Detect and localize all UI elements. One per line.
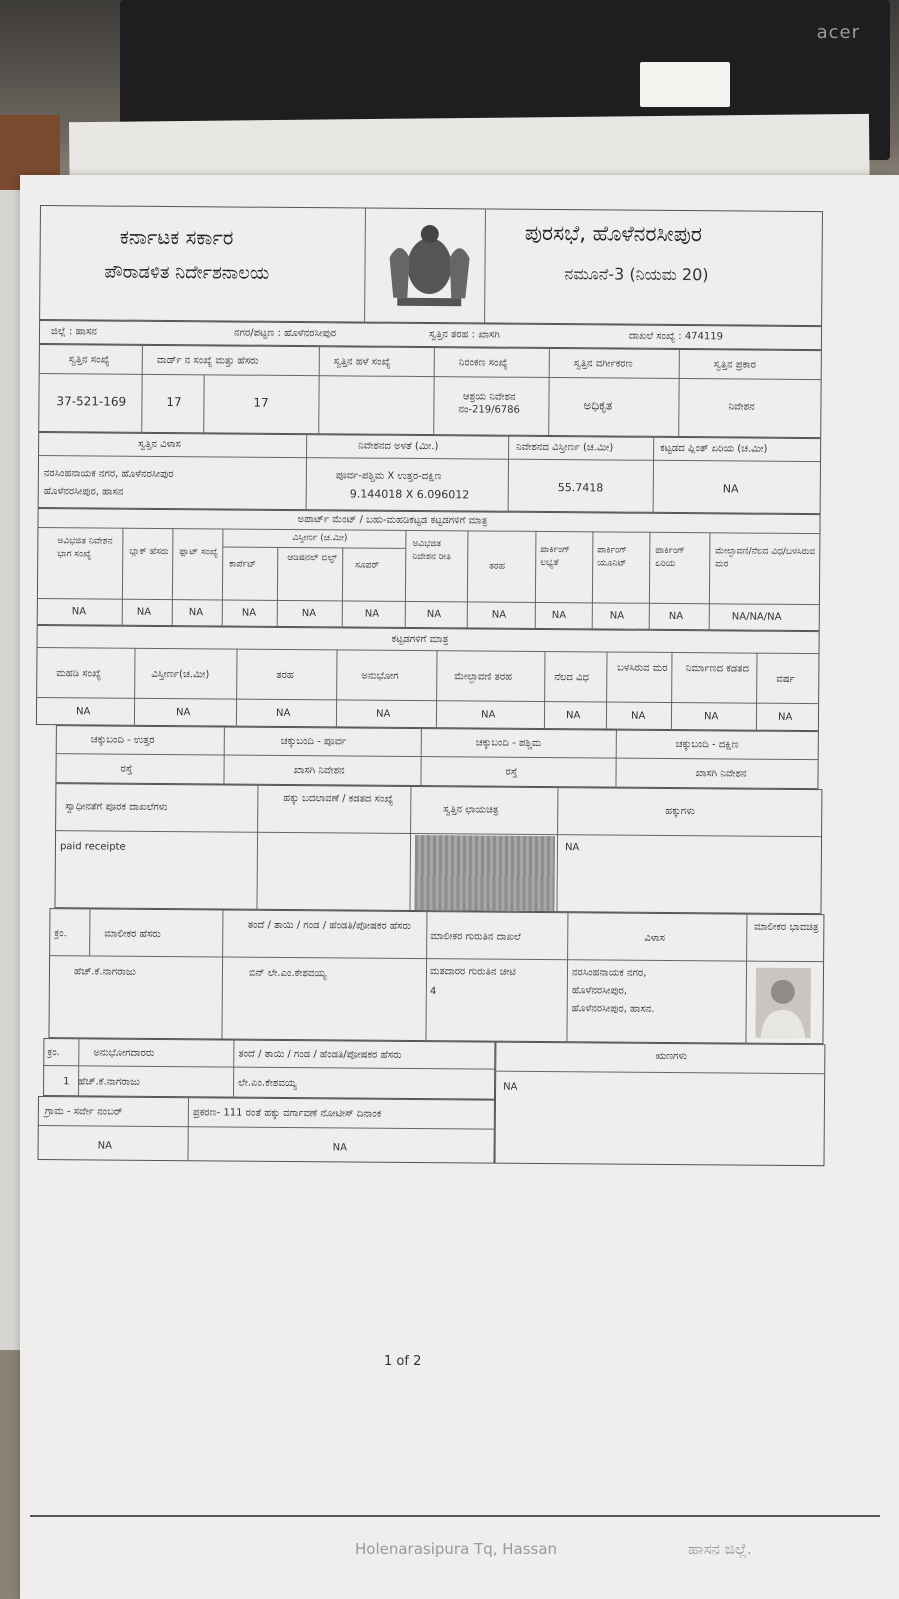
measure-values: 9.144018 X 6.096012 [349,487,470,502]
property-type-label: ಸ್ವತ್ತಿನ ತರಹ : ಖಾಸಗಿ [428,329,500,341]
col-supporting-docs: ಸ್ವಾಧೀನತೆಗೆ ಪೂರಕ ದಾಖಲೆಗಳು [65,801,168,814]
col-usage: ಅನುಭೋಗ [361,670,399,682]
col-undivided-type: ಅವಿಭಜಿತ ನಿವೇಶನ ರೀತಿ [412,538,451,563]
bld-value-5: NA [480,709,496,721]
col-additional-built: ಆಡಿಷನಲ್ ಬಿಲ್ಟ್ [287,552,338,564]
bld-value-3: NA [275,707,291,719]
property-id-table [38,344,822,438]
bld-value-7: NA [630,710,646,722]
rights-value: NA [564,842,580,854]
supporting-docs-value: paid receipte [59,841,126,853]
col-year: ವರ್ಷ [776,673,795,685]
col-plinth-area: ಕಟ್ಟಡದ ಪ್ಲಿಂತ್ ಏರಿಯ (ಚ.ಮೀ) [660,442,768,455]
col-roof-floor-wood: ಮೇಲ್ಛಾವಣಿ/ನೆಲದ ವಿಧ/ಬಳಸಿರುವ ಮರ [715,546,816,570]
apt-value-4: NA [241,607,257,619]
owner-photo [755,968,811,1038]
boundary-west-value: ರಸ್ತೆ [505,766,518,778]
col-property-kind: ಸ್ವತ್ತಿನ ಪ್ರಕಾರ [713,359,756,371]
boundary-south-label: ಚಕ್ಕುಬಂದಿ - ದಕ್ಷಿಣ [675,739,739,751]
town-label: ನಗರ/ಪಟ್ಟಣ : ಹೊಳೆನರಸೀಪುರ [233,327,337,340]
property-kind-value: ನಿವೇಶನ [728,401,755,413]
boundary-west-label: ಚಕ್ಕುಬಂದಿ - ಪಶ್ಚಿಮ [475,737,542,749]
col-parking-area: ಪಾರ್ಕಿಂಗ್ ಏರಿಯ [655,545,685,570]
ward-number: 17 [166,394,182,410]
col-site-measure: ನಿವೇಶನದ ಅಳತೆ (ಮೀ.) [358,440,439,453]
occ-col-name: ಅನುಭೋಗದಾರರು [93,1047,155,1059]
property-photo [414,835,555,911]
col-rights-change-file: ಹಕ್ಕು ಬದಲಾವಣೆ / ಕಡತದ ಸಂಖ್ಯೆ [283,792,394,805]
apt-value-8: NA [491,609,507,621]
footer-line [30,1515,880,1517]
address-line-1: ನರಸಿಂಹನಾಯಕ ನಗರ, ಹೊಳೆನರಸೀಪುರ [43,468,174,481]
record-number: ದಾಖಲೆ ಸಂಖ್ಯೆ : 474119 [628,330,724,343]
col-owner-address: ವಿಳಾಸ [644,932,666,944]
apt-value-2: NA [136,606,152,618]
page-number: 1 of 2 [384,1354,422,1369]
occupant-relation: ಲೇ.ಎಂ.ಕೇಶವಯ್ಯ [238,1077,297,1090]
col-parking-unit: ಪಾರ್ಕಿಂಗ್ ಯೂನಿಟ್ [597,545,627,569]
col-area-group: ವಿಸ್ತೀರ್ಣ (ಚ.ಮೀ) [292,532,348,544]
col-construction-file: ನಿರ್ಮಾಣದ ಕಡತದ [685,663,749,675]
ward-name: 17 [253,395,269,410]
col-owner-id: ಮಾಲೀಕರ ಗುರುತಿನ ದಾಖಲೆ [430,931,521,943]
col-owner-relation: ತಂದೆ / ತಾಯಿ / ಗಂಡ / ಹೆಂಡತಿ/ಪೋಷಕರ ಹೆಸರು [247,919,412,932]
notice-date-value: NA [332,1142,347,1154]
col-wood-used: ಬಳಸಿರುವ ಮರ [617,662,668,674]
occupant-serial: 1 [63,1076,70,1088]
apt-value-7: NA [426,609,442,621]
col-classification: ಸ್ವತ್ತಿನ ವರ್ಗೀಕರಣ [573,358,633,370]
owner-id-number: 4 [429,986,437,998]
col-apartment-type: ತರಹ [489,561,505,572]
col-nirankana-no: ನಿರಂಕಣ ಸಂಖ್ಯೆ [458,357,508,369]
col-block-name: ಬ್ಲಾಕ್ ಹೆಸರು [129,546,169,558]
footer-district: ಹಾಸನ ಜಿಲ್ಲೆ. [688,1540,752,1558]
col-flat-no: ಫ್ಲಾಟ್ ಸಂಖ್ಯೆ [179,547,218,558]
col-property-photo: ಸ್ವತ್ತಿನ ಛಾಯಚಿತ್ರ [443,804,499,816]
col-carpet: ಕಾರ್ಪೆಟ್ [229,559,257,570]
col-rights: ಹಕ್ಕುಗಳು [665,805,695,818]
measure-directions: ಪೂರ್ವ-ಪಶ್ಚಿಮ X ಉತ್ತರ-ದಕ್ಷಿಣ [335,470,442,483]
boundary-north-value: ರಸ್ತೆ [120,763,133,775]
col-serial: ಕ್ರಂ. [54,928,67,940]
liabilities-value: NA [503,1081,518,1093]
col-floor-no: ಮಹಡಿ ಸಂಖ್ಯೆ [56,668,102,680]
building-title: ಕಟ್ಟಡಗಳಿಗೆ ಮಾತ್ರ [391,633,449,646]
col-floor-type: ನೆಲದ ವಿಧ [554,672,590,684]
apt-value-11: NA [668,610,684,623]
boundary-north-label: ಚಕ್ಕುಬಂದಿ - ಉತ್ತರ [90,734,155,746]
form-sheet [32,205,855,1176]
col-parking-available: ಪಾರ್ಕಿಂಗ್ ಲಭ್ಯತೆ [540,544,570,569]
bld-value-8: NA [703,711,719,723]
apt-value-5: NA [301,608,317,620]
address-line-2: ಹೊಳೆನರಸೀಪುರ, ಹಾಸನ [43,486,124,498]
nirankana-value: ಆಶ್ರಯ ನಿವೇಶನ ನಂ-219/6786 [458,391,520,416]
apt-value-9: NA [551,610,567,622]
owner-portrait-icon [755,968,811,1038]
col-building-type: ತರಹ [276,669,294,682]
owner-address-1: ನರಸಿಂಹನಾಯಕ ನಗರ, [571,967,647,979]
owner-relation: ಬಿನ್ ಲೇ.ಎಂ.ಕೇಶವಯ್ಯ [248,967,327,980]
survey-number-value: NA [97,1140,112,1152]
municipality-title: ಪುರಸಭೆ, ಹೊಳೆನರಸೀಪುರ [524,220,702,247]
site-area-value: 55.7418 [557,481,604,495]
col-super: ಸೂಪರ್ [355,560,380,571]
col-owner-photo: ಮಾಲೀಕರ ಭಾವಚಿತ್ರ [754,921,819,934]
district-label: ಜಿಲ್ಲೆ : ಹಾಸನ [50,326,97,338]
boundary-east-label: ಚಕ್ಕುಬಂದಿ - ಪೂರ್ವ [280,735,347,748]
bld-value-6: NA [565,710,581,722]
footer-location: Holenarasipura Tq, Hassan [355,1540,558,1558]
form-number: ನಮೂನೆ-3 (ನಿಯಮ 20) [564,264,709,285]
col-notice-date: ಪ್ರಕರಣ- 111 ರಂತೆ ಹಕ್ಕು ವರ್ಗಾವಣೆ ನೋಟೀಸ್ ದಿನಾಂಕ [192,1107,382,1120]
directorate-title: ಪೌರಾಡಳಿತ ನಿರ್ದೇಶನಾಲಯ [104,261,270,284]
owner-address-3: ಹೊಳೆನರಸೀಪುರ, ಹಾಸನ. [571,1003,655,1015]
col-old-no: ಸ್ವತ್ತಿನ ಹಳೆ ಸಂಖ್ಯೆ [333,356,391,368]
col-survey-number: ಗ್ರಾಮ - ಸರ್ವೇ ನಂಬರ್ [44,1106,123,1118]
col-property-no: ಸ್ವತ್ತಿನ ಸಂಖ್ಯೆ [68,354,110,366]
col-site-area: ನಿವೇಶನದ ವಿಸ್ತೀರ್ಣ (ಚ.ಮೀ) [516,441,614,454]
owner-name: ಹೆಚ್.ಕೆ.ನಾಗರಾಜು [73,966,136,978]
state-emblem-icon [379,218,480,311]
bld-value-9: NA [777,711,793,723]
govt-title: ಕರ್ನಾಟಕ ಸರ್ಕಾರ [119,224,234,250]
occupant-name: ಹೆಚ್.ಕೆ.ನಾಗರಾಜು [78,1076,141,1088]
col-roof-type: ಮೇಲ್ಛಾವಣಿ ತರಹ [454,671,513,683]
col-undivided-share: ಅವಿಭಜಿತ ನಿವೇಶನ ಭಾಗ ಸಂಖ್ಯೆ [57,536,113,560]
screen-glow [640,62,730,107]
apt-value-12: NA/NA/NA [731,611,782,623]
plinth-area-value: NA [722,482,739,496]
apt-value-3: NA [188,607,204,619]
col-building-area: ವಿಸ್ತೀರ್ಣ(ಚ.ಮೀ) [151,668,210,681]
col-address: ಸ್ವತ್ತಿನ ವಿಳಾಸ [138,438,181,451]
col-owner-name: ಮಾಲೀಕರ ಹೆಸರು [104,928,161,940]
apt-value-10: NA [609,610,625,622]
apartment-title: ಅಪಾರ್ಟ್ ಮೆಂಟ್ / ಬಹು-ಮಹಡಿಕಟ್ಟಡ ಕಟ್ಟಡಗಳಿಗೆ ಮಾತ್ರ [297,514,488,527]
bld-value-4: NA [375,708,391,720]
apt-value-6: NA [364,608,380,620]
property-number: 37-521-169 [56,394,127,409]
monitor-brand-logo: acer [816,22,860,43]
boundary-east-value: ಖಾಸಗಿ ನಿವೇಶನ [293,765,345,777]
apt-value-1: NA [71,606,87,618]
owner-id-doc: ಮತದಾರರ ಗುರುತಿನ ಚೀಟಿ [429,966,516,978]
occ-col-serial: ಕ್ರಂ. [47,1047,60,1059]
occ-col-relation: ತಂದೆ / ತಾಯಿ / ಗಂಡ / ಹೆಂಡತಿ/ಪೋಷಕರ ಹೆಸರು [238,1048,402,1061]
col-liabilities: ಋಣಗಳು [655,1050,688,1063]
boundary-south-value: ಖಾಸಗಿ ನಿವೇಶನ [695,768,747,780]
classification-value: ಅಧಿಕೃತ [583,398,613,413]
bld-value-2: NA [175,707,191,719]
owner-address-2: ಹೊಳೆನರಸೀಪುರ, [571,985,628,997]
col-ward: ವಾರ್ಡ್ ನ ಸಂಖ್ಯೆ ಮತ್ತು ಹೆಸರು [156,354,259,367]
bld-value-1: NA [75,706,91,718]
